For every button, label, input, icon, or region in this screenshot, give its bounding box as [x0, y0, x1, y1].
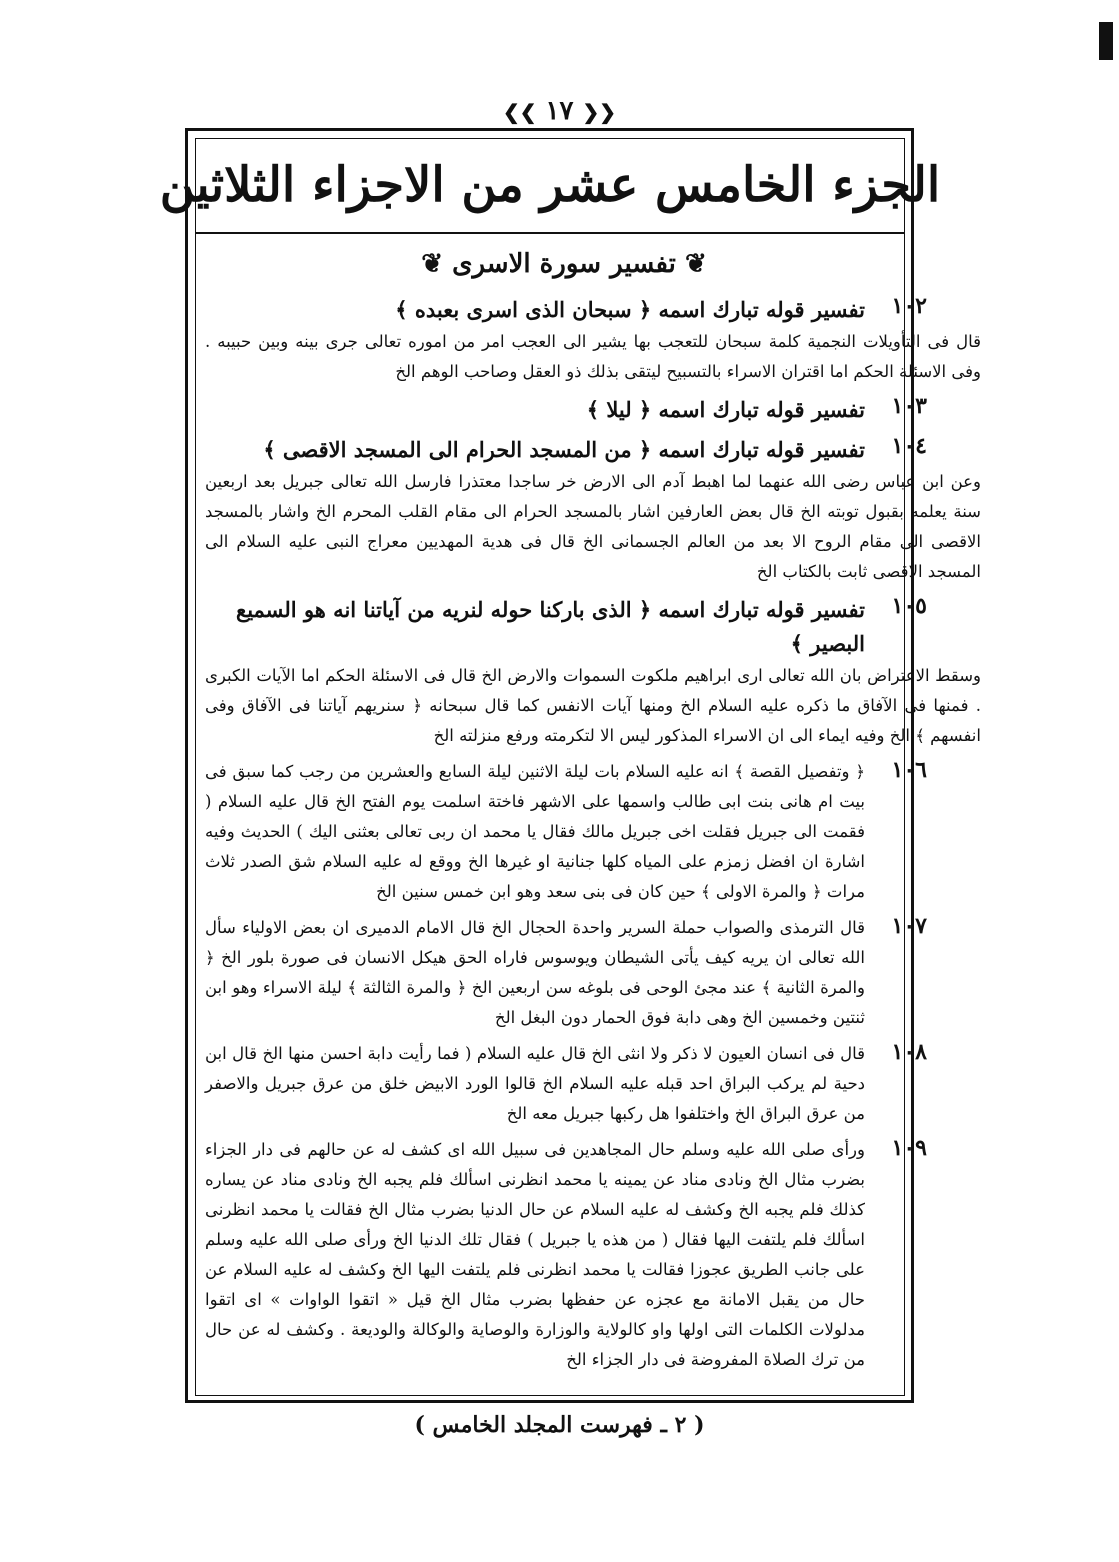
- left-ornament-icon: ❮❮: [582, 100, 617, 124]
- page-number: [0, 96, 1119, 126]
- entry-109: [205, 1135, 927, 1375]
- entry-heading: تفسير قوله تبارك اسمه ﴿ ليلا ﴾: [586, 397, 865, 422]
- page-title: الجزء الخامس عشر من الاجزاء الثلاثين: [159, 157, 941, 213]
- entry-number: ١٠٩: [891, 1135, 927, 1161]
- entry-105: [205, 593, 981, 751]
- bottom-rule: [185, 1400, 914, 1403]
- page-number-value: ١٧: [545, 96, 574, 126]
- entry-number: ١٠٤: [891, 433, 927, 459]
- flourish-icon: ❦: [421, 249, 453, 279]
- entry-104: [205, 433, 981, 587]
- entry-107: [205, 913, 927, 1033]
- right-ornament-icon: ❯❯: [502, 100, 537, 124]
- entry-number: ١٠٢: [891, 293, 927, 319]
- entry-number: ١٠٧: [891, 913, 927, 939]
- surah-heading: [205, 249, 923, 279]
- entry-number: ١٠٦: [891, 757, 927, 783]
- footer-signature: ( ٢ ـ فهرست المجلد الخامس ): [414, 1412, 705, 1438]
- entry-heading: تفسير قوله تبارك اسمه ﴿ سبحان الذى اسرى بعبده ﴾: [395, 297, 865, 322]
- entry-heading: تفسير قوله تبارك اسمه ﴿ الذى باركنا حوله لنريه من آياتنا انه هو السميع البصير ﴾: [236, 597, 865, 656]
- entry-106: [205, 757, 927, 907]
- entry-103: [205, 393, 927, 427]
- entry-text: ﴿ وتفصيل القصة ﴾ انه عليه السلام بات ليلة الاثنين ليلة السابع والعشرين من رجب كما سبق فى بيت ام هانى بنت ابى طالب واسمها على الاشهر فاختة اسلمت يوم الفتح الخ قال عليه السلام ( فقمت الى جبريل فقلت اخى جبريل مالك فقال يا محمد ان ربى تعالى بعثنى اليك ) الحديث وفيه اشارة ان افضل زمزم على المياه كلها جنانية او غيرها الخ ووقع له عليه السلام شق الصدر ثلاث مرات ﴿ والمرة الاولى ﴾ حين كان فى بنى سعد وهو ابن خمس سنين الخ: [205, 762, 865, 901]
- content-area: [205, 245, 981, 1381]
- flourish-icon: ❦: [675, 249, 707, 279]
- surah-heading-text: تفسير سورة الاسرى: [452, 249, 676, 279]
- entry-text: وعن ابن عباس رضى الله عنهما لما اهبط آدم الى الارض خر ساجدا معتذرا فارسل الله تعالى جبريل بعد اربعين سنة يعلمه بقبول توبته الخ قال بعض العارفين اشار بالمسجد الحرام الى مقام القلب المحرم الخ واشار بالمسجد الاقصى الى مقام الروح الا بعد من العالم الجسمانى الخ قال فى هدية المهديين معراج النبى عليه السلام الى المسجد الاقصى ثابت بالكتاب الخ: [205, 472, 981, 581]
- entry-text: قال فى التأويلات النجمية كلمة سبحان للتعجب بها يشير الى العجب امر من اموره تعالى جرى بينه وبين حبيبه . وفى الاسئلة الحكم اما اقتران الاسراء بالتسبيح ليتقى بذلك ذو العقل وصاحب الوهم الخ: [205, 332, 981, 381]
- entry-heading: تفسير قوله تبارك اسمه ﴿ من المسجد الحرام الى المسجد الاقصى ﴾: [263, 437, 865, 462]
- entry-text: ورأى صلى الله عليه وسلم حال المجاهدين فى سبيل الله اى كشف له عن حالهم فى دار الجزاء بضرب مثال الخ ونادى مناد عن يمينه يا محمد انظرنى اسألك فلم يجبه الخ ونادى مناد عن يساره كذلك فلم يجبه الخ وكشف له عليه السلام عن حال الدنيا بضرب مثال الخ فقالت يا محمد انظرنى اسألك فلم يلتفت اليها فقال ( من هذه يا جبريل ) فقال تلك الدنيا الخ ورأى صلى الله عليه وسلم على جانب الطريق عجوزا فقالت يا محمد انظرنى فلم يلتفت اليها الخ وكشف له عليه السلام عن حال من يقبل الامانة مع عجزه عن حفظها بضرب مثال الخ قيل « اتقوا الواوات » اى اتقوا مدلولات الكلمات التى اولها واو كالولاية والوزارة والوصاية والوكالة والوديعة . وكشف له عن حال من ترك الصلاة المفروضة فى دار الجزاء الخ: [205, 1140, 865, 1369]
- entry-number: ١٠٥: [891, 593, 927, 619]
- entry-108: [205, 1039, 927, 1129]
- page-edge-mark: [1099, 22, 1113, 60]
- entry-text: وسقط الاعتراض بان الله تعالى ارى ابراهيم ملكوت السموات والارض الخ قال فى الاسئلة الحكم اما الآيات الكبرى . فمنها فى الآفاق ما ذكره عليه السلام الخ ومنها آيات الانفس كما قال سبحانه ﴿ سنريهم آياتنا فى الآفاق وفى انفسهم ﴾ الخ وفيه ايماء الى ان الاسراء المذكور ليس الا لتكرمته ورفع منزلته الخ: [205, 666, 981, 745]
- entry-text: قال الترمذى والصواب حملة السرير واحدة الحجال الخ قال الامام الدميرى ان بعض الاولياء سأل الله تعالى ان يريه كيف يأتى الشيطان ويوسوس فاراه الحق هيكل الانسان فى صورة بلور الخ ﴿ والمرة الثانية ﴾ عند مجئ الوحى فى بلوغه سن اربعين الخ ﴿ والمرة الثالثة ﴾ ليلة الاسراء وهو ابن ثنتين وخمسين الخ وهى دابة فوق الحمار دون البغل الخ: [205, 918, 865, 1027]
- entry-text: قال فى انسان العيون لا ذكر ولا انثى الخ قال عليه السلام ( فما رأيت دابة احسن منها الخ قال ابن دحية لم يركب البراق احد قبله عليه السلام الخ قالوا الورد الابيض خلق من عرق جبريل والاصفر من عرق البراق الخ واختلفوا هل ركبها جبريل معه الخ: [205, 1044, 866, 1123]
- entry-number: ١٠٣: [891, 393, 927, 419]
- title-panel: [159, 138, 941, 234]
- entry-102: [205, 293, 981, 387]
- entry-number: ١٠٨: [891, 1039, 927, 1065]
